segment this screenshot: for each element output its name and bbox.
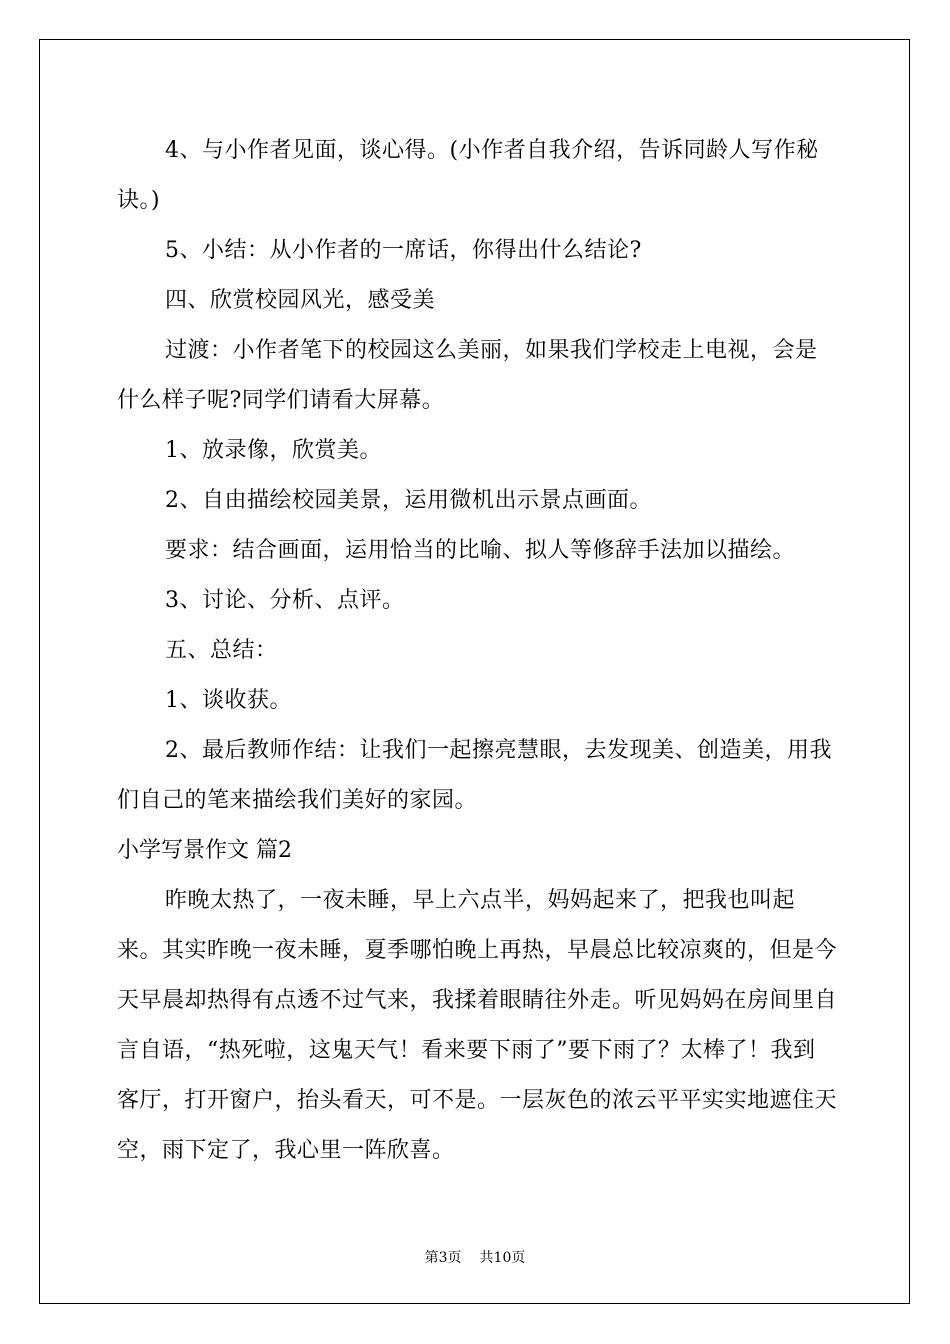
paragraph: 四、欣赏校园风光，感受美 (165, 288, 436, 313)
paragraph: 五、总结： (165, 638, 278, 663)
paragraph: 要求：结合画面，运用恰当的比喻、拟人等修辞手法加以描绘。 (165, 538, 796, 563)
paragraph: 3、讨论、分析、点评。 (165, 588, 405, 613)
paragraph: 1、谈收获。 (165, 688, 292, 713)
document-body (117, 126, 837, 1176)
section-heading: 小学写景作文 篇2 (117, 838, 292, 863)
paragraph: 2、最后教师作结：让我们一起擦亮慧眼，去发现美、创造美，用我们自己的笔来描绘我们美好的家园。 (117, 738, 832, 813)
paragraph: 1、放录像，欣赏美。 (165, 438, 382, 463)
paragraph: 2、自由描绘校园美景，运用微机出示景点画面。 (165, 488, 652, 513)
page-footer (0, 1247, 950, 1267)
page-number: 第3页 (424, 1250, 462, 1266)
essay-paragraph: 昨晚太热了，一夜未睡，早上六点半，妈妈起来了，把我也叫起来。其实昨晚一夜未睡，夏季哪怕晚上再热，早晨总比较凉爽的，但是今天早晨却热得有点透不过气来，我揉着眼睛往外走。听见妈妈在房间里自言自语，“热死啦，这鬼天气！看来要下雨了”要下雨了？太棒了！我到客厅，打开窗户，抬头看天，可不是。一层灰色的浓云平平实实地遮住天空，雨下定了，我心里一阵欣喜。 (117, 888, 838, 1163)
page-total: 共10页 (479, 1250, 526, 1266)
paragraph: 4、与小作者见面，谈心得。(小作者自我介绍，告诉同龄人写作秘诀。) (117, 138, 819, 213)
paragraph: 过渡：小作者笔下的校园这么美丽，如果我们学校走上电视，会是什么样子呢?同学们请看大屏幕。 (117, 338, 818, 413)
paragraph: 5、小结：从小作者的一席话，你得出什么结论? (165, 238, 642, 263)
